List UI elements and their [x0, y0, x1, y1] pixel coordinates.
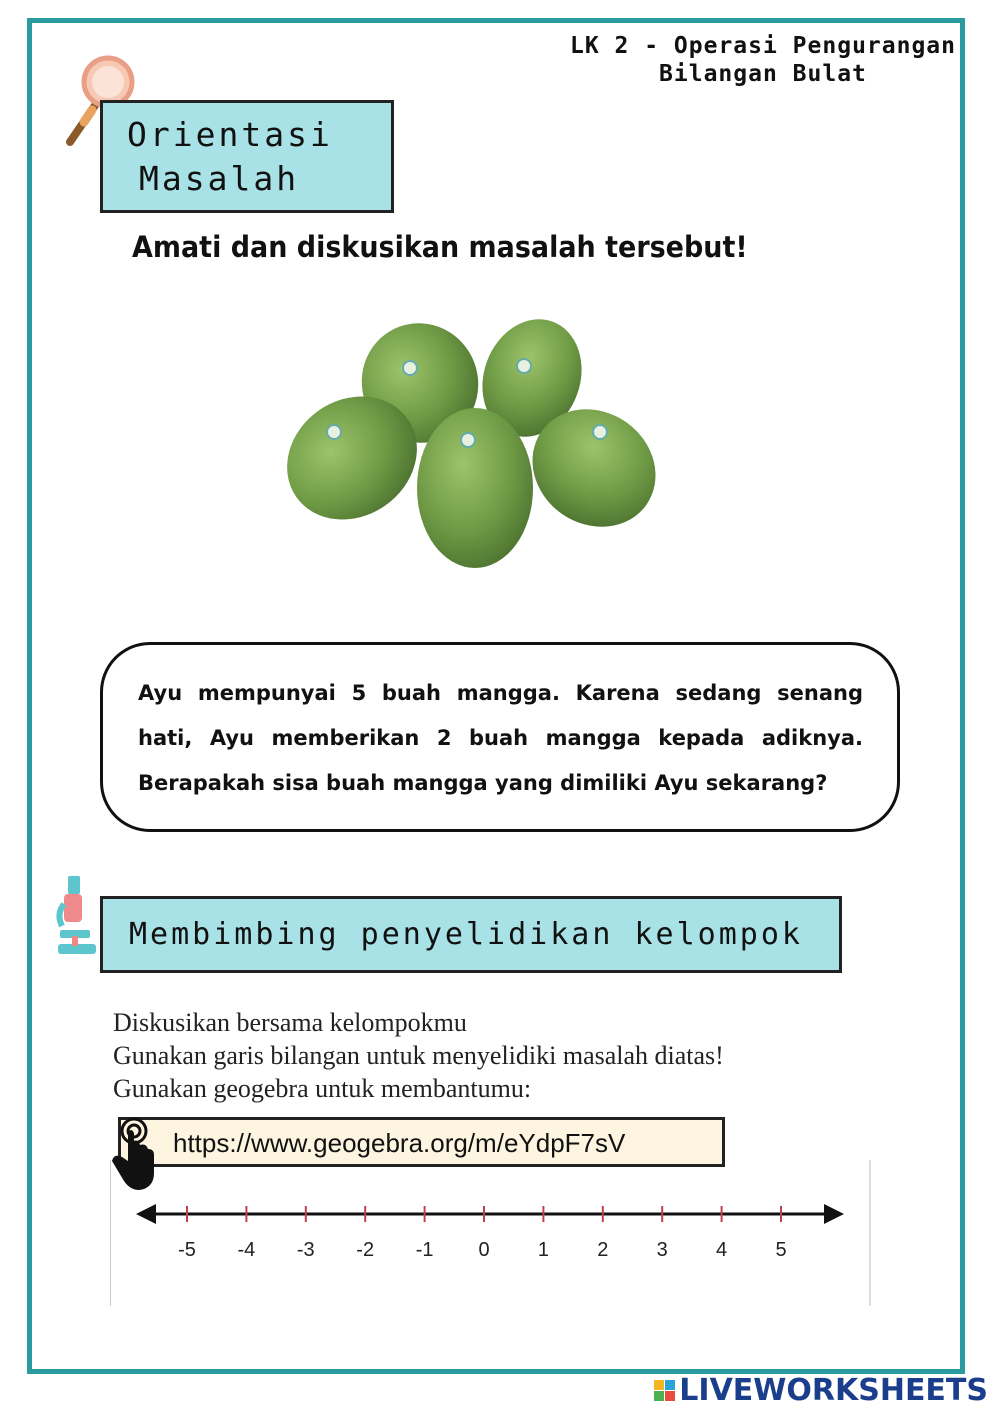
guidance-section-box [100, 896, 842, 973]
liveworksheets-watermark [654, 1373, 988, 1408]
orientation-title-line2: Masalah [139, 159, 300, 198]
number-line-label: 2 [597, 1239, 609, 1261]
orientation-title [127, 113, 333, 201]
left-arrow-icon [136, 1204, 156, 1224]
problem-box [100, 642, 900, 832]
geogebra-link[interactable]: https://www.geogebra.org/m/eYdpF7sV [173, 1128, 626, 1158]
liveworksheets-logo-icon [654, 1380, 675, 1401]
guidance-title: Membimbing penyelidikan kelompok [129, 917, 803, 952]
microscope-icon [54, 874, 100, 956]
number-line-label: -4 [237, 1239, 256, 1261]
number-line-label: 0 [478, 1239, 490, 1261]
watermark-text: LIVEWORKSHEETS [679, 1373, 988, 1408]
number-line-label: 1 [537, 1239, 549, 1261]
worksheet-title-line1: LK 2 - Operasi Pengurangan [569, 33, 956, 59]
orientation-title-line1: Orientasi [127, 115, 333, 154]
worksheet-title-line2: Bilangan Bulat [659, 61, 867, 87]
right-arrow-icon [824, 1204, 844, 1224]
number-line-label: 3 [656, 1239, 668, 1261]
discussion-line: Diskusikan bersama kelompokmu [113, 1008, 467, 1037]
orientation-section-box [100, 100, 394, 213]
discussion-instructions [113, 1006, 724, 1105]
number-line-label: -2 [356, 1239, 375, 1261]
number-line-label: 5 [775, 1239, 787, 1261]
discussion-line: Gunakan garis bilangan untuk menyelidiki masalah diatas! [113, 1041, 724, 1070]
number-line-label: 4 [716, 1239, 728, 1261]
instruction-text: Amati dan diskusikan masalah tersebut! [132, 230, 748, 264]
discussion-line: Gunakan geogebra untuk membantumu: [113, 1074, 532, 1103]
number-line-label: -3 [296, 1239, 315, 1261]
number-line [110, 1160, 872, 1306]
mango-image [270, 318, 670, 578]
worksheet-title [570, 32, 956, 88]
number-line-label: -5 [178, 1239, 196, 1261]
number-line-label: -1 [415, 1239, 434, 1261]
problem-text: Ayu mempunyai 5 buah mangga. Karena sedang senang hati, Ayu memberikan 2 buah mangga kepada adiknya. Berapakah sisa buah mangga yang dimiliki Ayu sekarang? [138, 681, 863, 795]
